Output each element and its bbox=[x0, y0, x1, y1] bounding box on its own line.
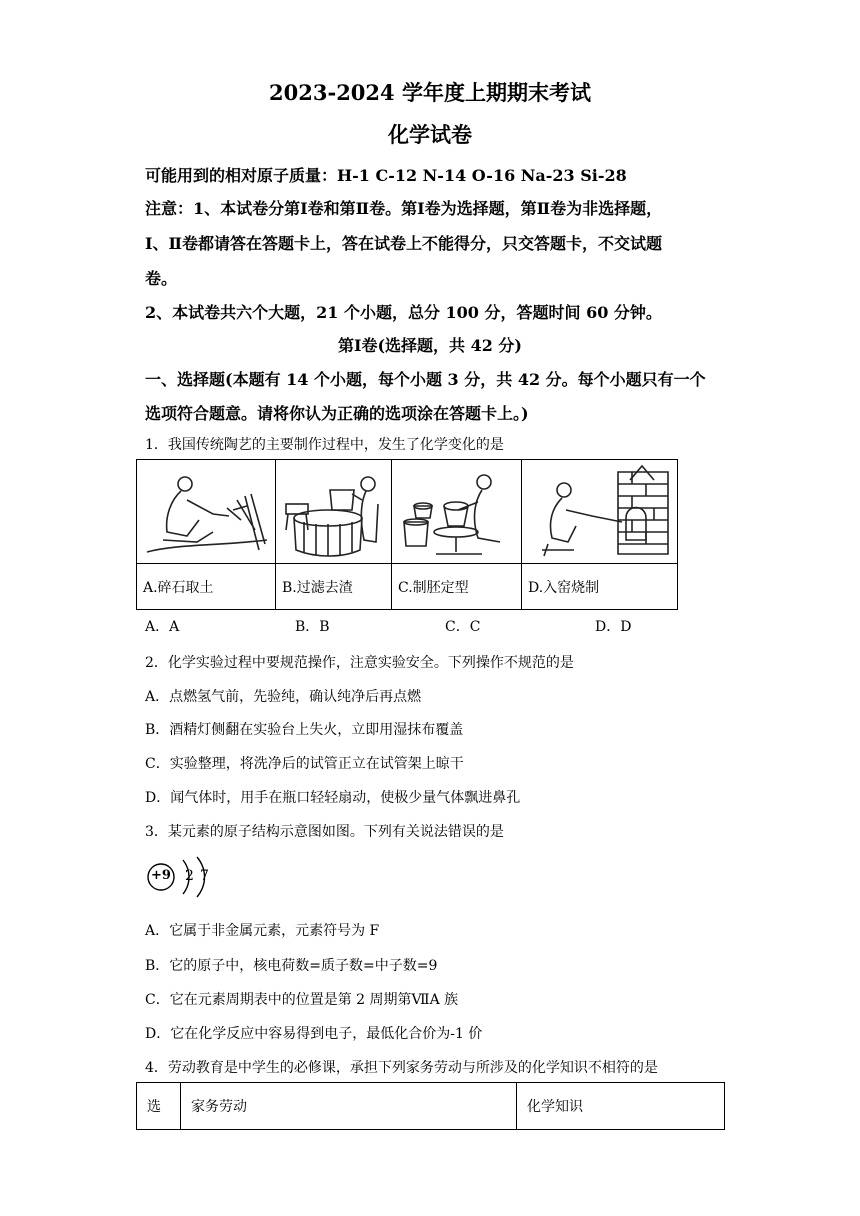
kiln-firing-illustration bbox=[522, 460, 677, 563]
q1-stem: 1．我国传统陶艺的主要制作过程中，发生了化学变化的是 bbox=[145, 437, 504, 453]
q4-header-knowledge: 化学知识 bbox=[517, 1083, 725, 1130]
q4-stem: 4．劳动教育是中学生的必修课，承担下列家务劳动与所涉及的化学知识不相符的是 bbox=[145, 1060, 658, 1076]
nucleus-charge: +9 bbox=[151, 868, 171, 883]
notice-line-3: 卷。 bbox=[145, 269, 178, 288]
notice-line-2: Ⅰ、Ⅱ卷都请答在答题卡上，答在试卷上不能得分，只交答题卡，不交试题 bbox=[145, 234, 662, 253]
q4-header-chore: 家务劳动 bbox=[181, 1083, 517, 1130]
q1-image-b bbox=[276, 460, 392, 564]
q1-label-a: A.碎石取土 bbox=[137, 564, 276, 610]
q3-stem: 3．某元素的原子结构示意图如图。下列有关说法错误的是 bbox=[145, 824, 504, 840]
q1-label-d: D.入窑烧制 bbox=[522, 564, 678, 610]
q2-option-d: D．闻气体时，用手在瓶口轻轻扇动，使极少量气体飘进鼻孔 bbox=[145, 790, 521, 806]
section-instr-2: 选项符合题意。请将你认为正确的选项涂在答题卡上。) bbox=[145, 404, 529, 423]
q3-option-b: B．它的原子中，核电荷数=质子数=中子数=9 bbox=[145, 958, 438, 974]
q1-option-a: A．A bbox=[145, 619, 180, 635]
digging-soil-illustration bbox=[137, 460, 275, 563]
exam-title: 2023-2024 学年度上期期末考试 bbox=[269, 80, 591, 105]
section-instr-1: 一、选择题(本题有 14 个小题，每个小题 3 分，共 42 分。每个小题只有一个 bbox=[145, 370, 706, 389]
shell-1-electrons: 2 bbox=[185, 868, 194, 884]
atomic-mass-line: 可能用到的相对原子质量：H-1 C-12 N-14 O-16 Na-23 Si-28 bbox=[145, 166, 627, 185]
q2-option-a: A．点燃氢气前，先验纯，确认纯净后再点燃 bbox=[145, 689, 422, 705]
q1-image-d bbox=[522, 460, 678, 564]
atomic-structure-diagram bbox=[143, 852, 223, 900]
section-heading: 第Ⅰ卷(选择题，共 42 分) bbox=[337, 336, 523, 355]
q1-label-b: B.过滤去渣 bbox=[276, 564, 392, 610]
q1-image-a bbox=[137, 460, 276, 564]
filtering-illustration bbox=[276, 460, 391, 563]
q4-header-option: 选 bbox=[137, 1083, 181, 1130]
q3-option-c: C．它在元素周期表中的位置是第 2 周期第ⅦA 族 bbox=[145, 992, 459, 1008]
q2-stem: 2．化学实验过程中要规范操作，注意实验安全。下列操作不规范的是 bbox=[145, 655, 574, 671]
q1-image-c bbox=[392, 460, 522, 564]
shell-2-electrons: 7 bbox=[200, 868, 209, 884]
q2-option-c: C．实验整理，将洗净后的试管正立在试管架上晾干 bbox=[145, 756, 464, 772]
q1-image-table bbox=[136, 459, 678, 610]
q2-option-b: B．酒精灯侧翻在实验台上失火，立即用湿抹布覆盖 bbox=[145, 722, 464, 738]
q1-option-c: C．C bbox=[445, 619, 481, 635]
q3-option-a: A．它属于非金属元素，元素符号为 F bbox=[145, 923, 380, 939]
q1-option-b: B．B bbox=[295, 619, 330, 635]
notice-line-1: 注意：1、本试卷分第Ⅰ卷和第Ⅱ卷。第Ⅰ卷为选择题，第Ⅱ卷为非选择题， bbox=[145, 199, 663, 218]
q1-option-d: D．D bbox=[595, 619, 632, 635]
shaping-illustration bbox=[392, 460, 521, 563]
q3-option-d: D．它在化学反应中容易得到电子，最低化合价为-1 价 bbox=[145, 1026, 483, 1042]
q4-table-header-row bbox=[137, 1083, 725, 1130]
q4-table bbox=[136, 1082, 725, 1130]
exam-subtitle: 化学试卷 bbox=[388, 122, 472, 147]
q1-label-c: C.制胚定型 bbox=[392, 564, 522, 610]
notice-2: 2、本试卷共六个大题，21 个小题，总分 100 分，答题时间 60 分钟。 bbox=[145, 303, 662, 322]
